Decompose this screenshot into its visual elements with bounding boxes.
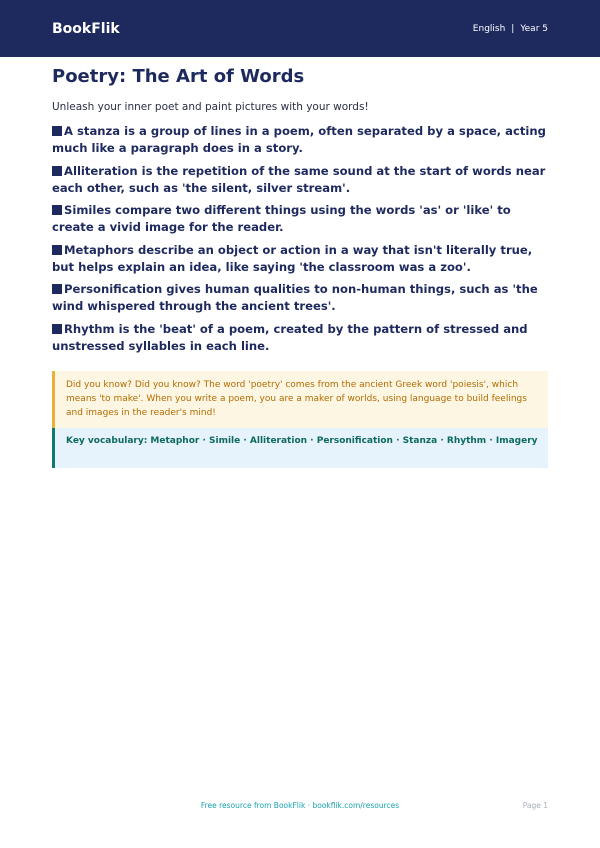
bullet-square-icon bbox=[52, 166, 62, 176]
bullet-item bbox=[52, 281, 548, 315]
bullet-square-icon bbox=[52, 245, 62, 255]
footer-credit-link[interactable]: Free resource from BookFlik · bookflik.com/resources bbox=[200, 801, 400, 810]
bullet-item bbox=[52, 123, 548, 157]
bullet-item bbox=[52, 202, 548, 236]
bullet-square-icon bbox=[52, 205, 62, 215]
page-title: Poetry: The Art of Words bbox=[52, 66, 305, 87]
brand-logo[interactable]: BookFlik bbox=[52, 20, 120, 37]
bullet-item bbox=[52, 242, 548, 276]
bullet-square-icon bbox=[52, 126, 62, 136]
header-bar bbox=[0, 0, 600, 57]
page-number: Page 1 bbox=[522, 801, 548, 810]
bullet-text: Metaphors describe an object or action in a way that isn't literally true, but helps explain an idea, like saying 'the classroom was a zoo'. bbox=[52, 242, 533, 274]
bullet-text: Rhythm is the 'beat' of a poem, created by the pattern of stressed and unstressed syllables in each line. bbox=[52, 321, 528, 353]
bullet-text: Personification gives human qualities to non-human things, such as 'the wind whispered through the ancient trees'. bbox=[52, 282, 538, 314]
main-content bbox=[52, 66, 548, 468]
bullet-text: Similes compare two different things using the words 'as' or 'like' to create a vivid image for the reader. bbox=[52, 203, 511, 235]
page-subtitle: Unleash your inner poet and paint pictures with your words! bbox=[52, 101, 369, 113]
bullet-item bbox=[52, 163, 548, 197]
bullet-text: A stanza is a group of lines in a poem, often separated by a space, acting much like a paragraph does in a story. bbox=[52, 124, 546, 155]
key-vocabulary-box: Key vocabulary: Metaphor · Simile · Alliteration · Personification · Stanza · Rhythm · Imagery bbox=[52, 428, 548, 468]
bullet-square-icon bbox=[52, 324, 62, 334]
page-footer bbox=[0, 801, 600, 815]
bullet-list bbox=[52, 123, 548, 355]
bullet-square-icon bbox=[52, 284, 62, 294]
header-meta bbox=[473, 24, 548, 34]
bullet-item bbox=[52, 321, 548, 355]
did-you-know-callout: Did you know? Did you know? The word 'poetry' comes from the ancient Greek word 'poiesis', which means 'to make'. When you write a poem, you are a maker of worlds, using language to build feelings and images in the reader's mind! bbox=[52, 371, 548, 428]
subject-label: English bbox=[472, 23, 506, 34]
bullet-text: Alliteration is the repetition of the same sound at the start of words near each other, such as 'the silent, silver stream'. bbox=[52, 163, 546, 195]
year-label: Year 5 bbox=[520, 23, 548, 34]
meta-separator: | bbox=[511, 23, 515, 34]
